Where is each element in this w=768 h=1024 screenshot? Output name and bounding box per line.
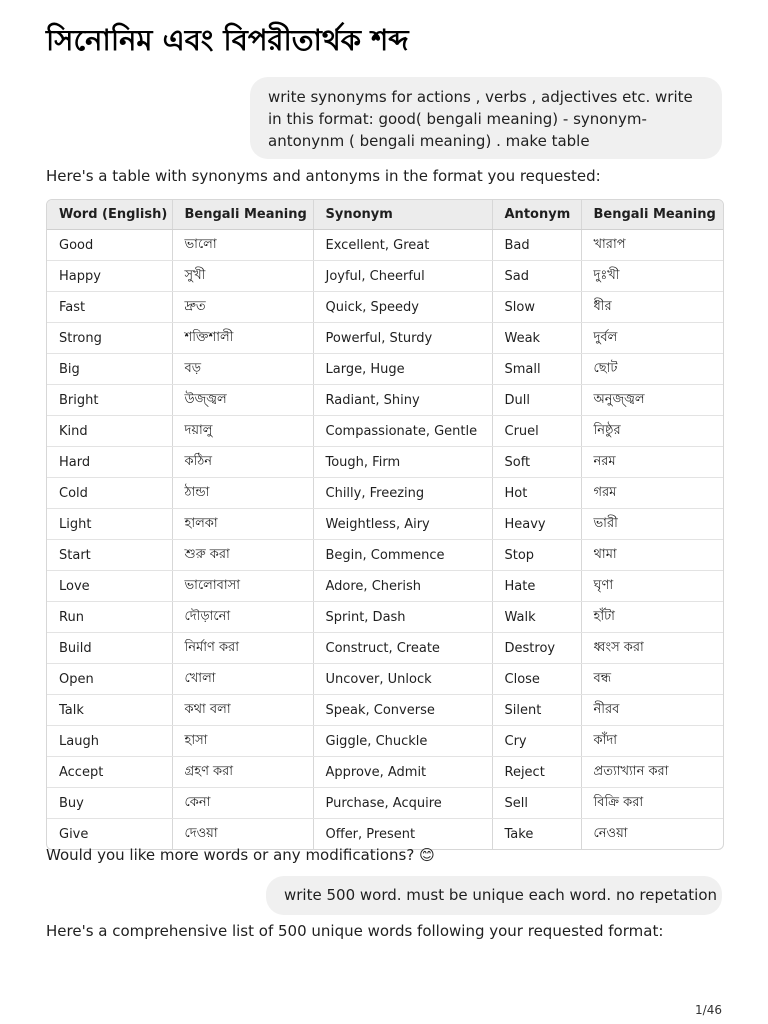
cell-synonym: Approve, Admit <box>313 757 492 788</box>
cell-antonym: Soft <box>492 447 581 478</box>
cell-antonym: Heavy <box>492 509 581 540</box>
cell-synonym: Uncover, Unlock <box>313 664 492 695</box>
cell-antonym: Take <box>492 819 581 850</box>
table-row <box>47 540 723 571</box>
table-header-row <box>47 200 723 230</box>
table-row <box>47 633 723 664</box>
cell-antonym: Bad <box>492 230 581 261</box>
cell-antonym-bengali-meaning: হাঁটা <box>581 602 723 633</box>
cell-synonym: Construct, Create <box>313 633 492 664</box>
table-row <box>47 292 723 323</box>
cell-antonym: Sad <box>492 261 581 292</box>
cell-bengali-meaning: কঠিন <box>172 447 313 478</box>
cell-antonym-bengali-meaning: ঘৃণা <box>581 571 723 602</box>
cell-synonym: Excellent, Great <box>313 230 492 261</box>
cell-synonym: Radiant, Shiny <box>313 385 492 416</box>
cell-word-english: Cold <box>47 478 172 509</box>
table-row <box>47 726 723 757</box>
cell-word-english: Kind <box>47 416 172 447</box>
header-bengali-meaning: Bengali Meaning <box>172 200 313 230</box>
cell-synonym: Compassionate, Gentle <box>313 416 492 447</box>
cell-synonym: Giggle, Chuckle <box>313 726 492 757</box>
cell-antonym: Stop <box>492 540 581 571</box>
cell-word-english: Fast <box>47 292 172 323</box>
cell-antonym: Small <box>492 354 581 385</box>
cell-antonym: Cruel <box>492 416 581 447</box>
cell-word-english: Give <box>47 819 172 850</box>
table-row <box>47 323 723 354</box>
cell-word-english: Buy <box>47 788 172 819</box>
cell-word-english: Start <box>47 540 172 571</box>
cell-word-english: Big <box>47 354 172 385</box>
cell-synonym: Tough, Firm <box>313 447 492 478</box>
cell-antonym: Hot <box>492 478 581 509</box>
cell-bengali-meaning: কেনা <box>172 788 313 819</box>
cell-antonym-bengali-meaning: বন্ধ <box>581 664 723 695</box>
cell-antonym-bengali-meaning: নিষ্ঠুর <box>581 416 723 447</box>
table-row <box>47 354 723 385</box>
header-antonym-bengali-meaning: Bengali Meaning <box>581 200 723 230</box>
cell-bengali-meaning: হাসা <box>172 726 313 757</box>
table-row <box>47 664 723 695</box>
table-row <box>47 602 723 633</box>
cell-antonym-bengali-meaning: থামা <box>581 540 723 571</box>
cell-word-english: Happy <box>47 261 172 292</box>
cell-antonym-bengali-meaning: দুর্বল <box>581 323 723 354</box>
cell-antonym-bengali-meaning: নরম <box>581 447 723 478</box>
cell-antonym-bengali-meaning: ভারী <box>581 509 723 540</box>
cell-word-english: Strong <box>47 323 172 354</box>
table-row <box>47 478 723 509</box>
cell-antonym: Walk <box>492 602 581 633</box>
cell-synonym: Begin, Commence <box>313 540 492 571</box>
cell-synonym: Weightless, Airy <box>313 509 492 540</box>
cell-synonym: Chilly, Freezing <box>313 478 492 509</box>
cell-synonym: Adore, Cherish <box>313 571 492 602</box>
cell-antonym-bengali-meaning: দুঃখী <box>581 261 723 292</box>
page-title: সিনোনিম এবং বিপরীতার্থক শব্দ <box>46 23 409 57</box>
cell-synonym: Quick, Speedy <box>313 292 492 323</box>
cell-bengali-meaning: দেওয়া <box>172 819 313 850</box>
cell-bengali-meaning: কথা বলা <box>172 695 313 726</box>
cell-antonym-bengali-meaning: ধ্বংস করা <box>581 633 723 664</box>
cell-word-english: Good <box>47 230 172 261</box>
cell-word-english: Light <box>47 509 172 540</box>
table-row <box>47 571 723 602</box>
cell-word-english: Laugh <box>47 726 172 757</box>
cell-bengali-meaning: ভালোবাসা <box>172 571 313 602</box>
table-row <box>47 695 723 726</box>
cell-bengali-meaning: নির্মাণ করা <box>172 633 313 664</box>
cell-word-english: Accept <box>47 757 172 788</box>
cell-antonym: Weak <box>492 323 581 354</box>
header-antonym: Antonym <box>492 200 581 230</box>
cell-antonym: Hate <box>492 571 581 602</box>
cell-synonym: Large, Huge <box>313 354 492 385</box>
cell-synonym: Speak, Converse <box>313 695 492 726</box>
cell-bengali-meaning: গ্রহণ করা <box>172 757 313 788</box>
cell-antonym: Slow <box>492 292 581 323</box>
cell-bengali-meaning: ভালো <box>172 230 313 261</box>
cell-bengali-meaning: খোলা <box>172 664 313 695</box>
cell-word-english: Talk <box>47 695 172 726</box>
cell-antonym-bengali-meaning: প্রত্যাখ্যান করা <box>581 757 723 788</box>
cell-antonym-bengali-meaning: ছোট <box>581 354 723 385</box>
cell-antonym: Dull <box>492 385 581 416</box>
cell-word-english: Run <box>47 602 172 633</box>
cell-antonym: Close <box>492 664 581 695</box>
cell-antonym-bengali-meaning: কাঁদা <box>581 726 723 757</box>
cell-antonym: Sell <box>492 788 581 819</box>
table-row <box>47 385 723 416</box>
cell-bengali-meaning: শক্তিশালী <box>172 323 313 354</box>
cell-word-english: Bright <box>47 385 172 416</box>
table-row <box>47 447 723 478</box>
cell-bengali-meaning: দয়ালু <box>172 416 313 447</box>
cell-bengali-meaning: শুরু করা <box>172 540 313 571</box>
cell-antonym-bengali-meaning: বিক্রি করা <box>581 788 723 819</box>
cell-bengali-meaning: দ্রুত <box>172 292 313 323</box>
cell-bengali-meaning: বড় <box>172 354 313 385</box>
cell-word-english: Open <box>47 664 172 695</box>
page-number: 1/46 <box>695 1003 722 1017</box>
cell-bengali-meaning: হালকা <box>172 509 313 540</box>
table-row <box>47 509 723 540</box>
cell-word-english: Build <box>47 633 172 664</box>
table-row <box>47 416 723 447</box>
cell-bengali-meaning: ঠান্ডা <box>172 478 313 509</box>
table-row <box>47 230 723 261</box>
header-word-english: Word (English) <box>47 200 172 230</box>
cell-antonym: Cry <box>492 726 581 757</box>
cell-antonym-bengali-meaning: খারাপ <box>581 230 723 261</box>
assistant-response-text: Here's a comprehensive list of 500 unique words following your requested format: <box>46 922 664 940</box>
assistant-intro-text: Here's a table with synonyms and antonyms in the format you requested: <box>46 167 601 185</box>
cell-synonym: Purchase, Acquire <box>313 788 492 819</box>
assistant-followup-text: Would you like more words or any modifications? 😊 <box>46 846 435 864</box>
cell-synonym: Powerful, Sturdy <box>313 323 492 354</box>
user-message-bubble: write synonyms for actions , verbs , adjectives etc. write in this format: good( bengali meaning) - synonym- antonynm ( bengali meaning) . make table <box>250 77 722 159</box>
cell-bengali-meaning: উজ্জ্বল <box>172 385 313 416</box>
cell-antonym-bengali-meaning: গরম <box>581 478 723 509</box>
cell-word-english: Love <box>47 571 172 602</box>
cell-synonym: Joyful, Cheerful <box>313 261 492 292</box>
cell-antonym: Reject <box>492 757 581 788</box>
cell-antonym-bengali-meaning: ধীর <box>581 292 723 323</box>
cell-synonym: Sprint, Dash <box>313 602 492 633</box>
table-row <box>47 788 723 819</box>
table-row <box>47 757 723 788</box>
cell-antonym: Destroy <box>492 633 581 664</box>
cell-antonym-bengali-meaning: নেওয়া <box>593 825 628 841</box>
cell-bengali-meaning: সুখী <box>172 261 313 292</box>
cell-word-english: Hard <box>47 447 172 478</box>
cell-antonym-bengali-meaning: অনুজ্জ্বল <box>581 385 723 416</box>
synonym-antonym-table <box>46 199 724 850</box>
cell-antonym: Silent <box>492 695 581 726</box>
cell-antonym-bengali-meaning: নীরব <box>581 695 723 726</box>
cell-bengali-meaning: দৌড়ানো <box>172 602 313 633</box>
table-row <box>47 261 723 292</box>
cell-synonym: Offer, Present <box>313 819 492 850</box>
header-synonym: Synonym <box>313 200 492 230</box>
user-message-bubble: write 500 word. must be unique each word. no repetation <box>266 876 722 915</box>
